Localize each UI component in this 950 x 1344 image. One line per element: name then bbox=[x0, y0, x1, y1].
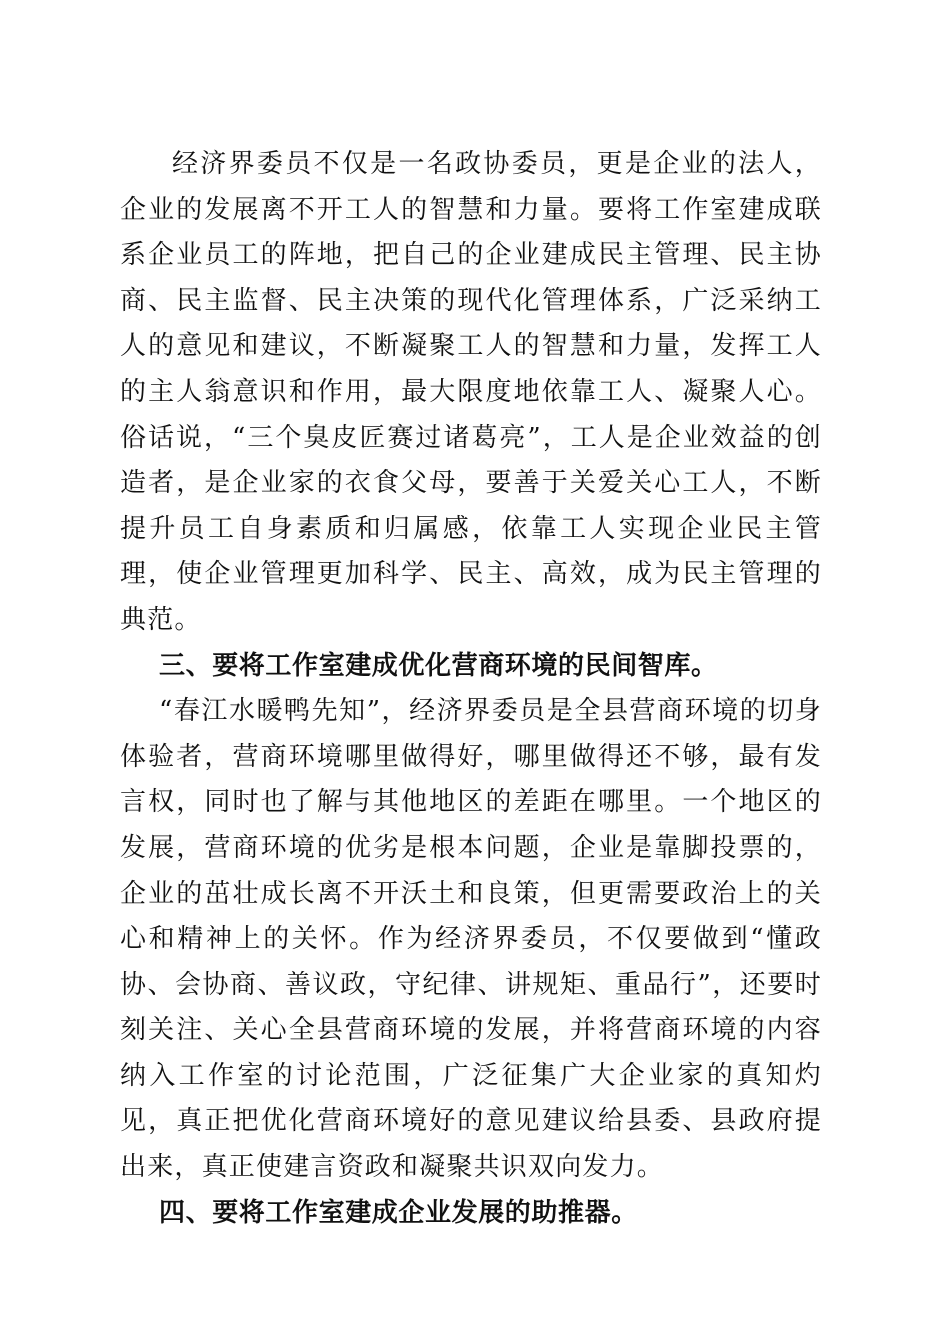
section-heading-four: 四、要将工作室建成企业发展的助推器。 bbox=[159, 1197, 638, 1228]
body-paragraph-business-environment: “春江水暖鸭先知”，经济界委员是全县营商环境的切身体验者，营商环境哪里做得好，哪里做得还不够，最有发言权，同时也了解与其他地区的差距在哪里。一个地区的发展，营商环境的优劣是根本问题，企业是靠脚投票的，企业的茁壮成长离不开沃土和良策，但更需要政治上的关心和精神上的关怀。作为经济界委员，不仅要做到“懂政协、会协商、善议政，守纪律、讲规矩、重品行”，还要时刻关注、关心全县营商环境的发展，并将营商环境的内容纳入工作室的讨论范围，广泛征集广大企业家的真知灼见，真正把优化营商环境好的意见建议给县委、县政府提出来，真正使建言资政和凝聚共识双向发力。 bbox=[120, 696, 822, 1183]
body-paragraph-economic-members: 经济界委员不仅是一名政协委员，更是企业的法人，企业的发展离不开工人的智慧和力量。要将工作室建成联系企业员工的阵地，把自己的企业建成民主管理、民主协商、民主监督、民主决策的现代化管理体系，广泛采纳工人的意见和建议，不断凝聚工人的智慧和力量，发挥工人的主人翁意识和作用，最大限度地依靠工人、凝聚人心。俗话说，“三个臭皮匠赛过诸葛亮”，工人是企业效益的创造者，是企业家的衣食父母，要善于关爱关心工人，不断提升员工自身素质和归属感，依靠工人实现企业民主管理，使企业管理更加科学、民主、高效，成为民主管理的典范。 bbox=[120, 149, 822, 635]
section-heading-three: 三、要将工作室建成优化营商环境的民间智库。 bbox=[159, 650, 718, 681]
document-page bbox=[120, 142, 822, 1236]
